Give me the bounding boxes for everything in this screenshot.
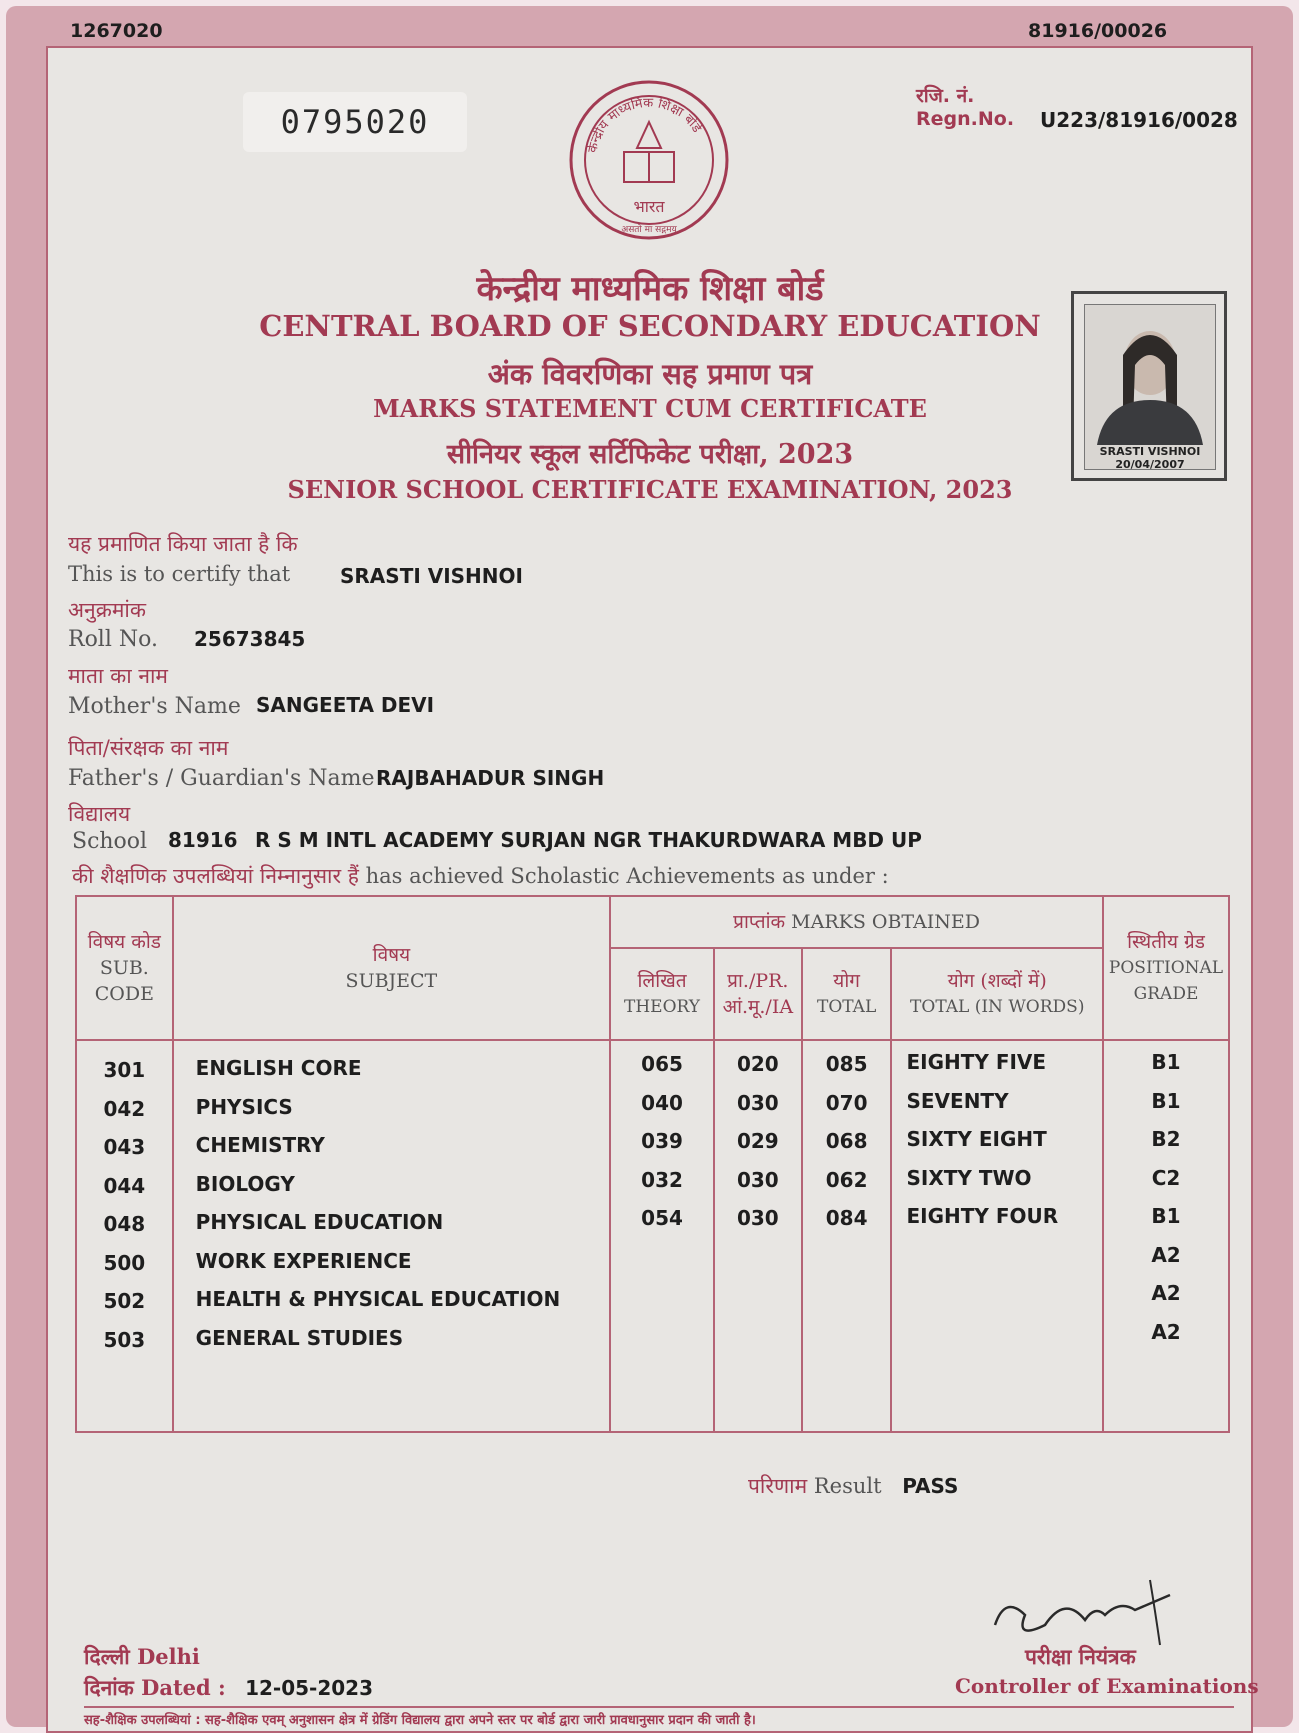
emblem-ring-text: केन्द्रीय माध्यमिक शिक्षा बोर्ड bbox=[585, 95, 705, 155]
controller-title-en: Controller of Examinations bbox=[955, 1674, 1259, 1698]
result-label-hi: परिणाम bbox=[748, 1474, 808, 1498]
subject-code: 042 bbox=[103, 1096, 146, 1121]
total-marks: 062 bbox=[825, 1167, 868, 1192]
issue-date: 12-05-2023 bbox=[245, 1676, 374, 1700]
cbse-emblem bbox=[566, 70, 732, 250]
regn-number: U223/81916/0028 bbox=[1040, 108, 1238, 132]
controller-signature bbox=[985, 1565, 1185, 1655]
result-line bbox=[748, 1472, 958, 1500]
regn-label-hi: रजि. नं. bbox=[916, 85, 975, 107]
positional-grade: A2 bbox=[1151, 1281, 1181, 1305]
total-in-words: SIXTY EIGHT bbox=[906, 1127, 1047, 1151]
school-label-en: School bbox=[72, 829, 148, 854]
col-header-practical-en: आं.मू./IA bbox=[722, 996, 794, 1018]
subject-name: PHYSICAL EDUCATION bbox=[195, 1210, 444, 1234]
subject-name: WORK EXPERIENCE bbox=[195, 1248, 412, 1273]
achieved-label-hi: की शैक्षणिक उपलब्धियां निम्नानुसार हैं bbox=[72, 864, 359, 888]
subject-code: 048 bbox=[103, 1212, 146, 1236]
total-marks: 068 bbox=[825, 1129, 868, 1153]
top-right-number: 81916/00026 bbox=[1028, 20, 1168, 42]
theory-marks: 032 bbox=[641, 1167, 683, 1192]
total-in-words: EIGHTY FOUR bbox=[906, 1204, 1059, 1228]
statement-title-en: MARKS STATEMENT CUM CERTIFICATE bbox=[373, 394, 927, 423]
achieved-label-en: has achieved Scholastic Achievements as under : bbox=[365, 864, 889, 888]
student-portrait bbox=[1085, 305, 1215, 445]
place-line bbox=[84, 1643, 200, 1671]
place-hi: दिल्ली bbox=[84, 1644, 130, 1669]
roll-label-en: Roll No. bbox=[68, 627, 158, 652]
col-header-theory-hi: लिखित bbox=[637, 970, 687, 992]
subject-code: 500 bbox=[103, 1250, 146, 1275]
marks-table bbox=[75, 895, 1230, 1434]
roll-number: 25673845 bbox=[194, 627, 306, 651]
total-in-words: SEVENTY bbox=[906, 1088, 1009, 1113]
result-value: PASS bbox=[902, 1474, 959, 1498]
mother-name: SANGEETA DEVI bbox=[256, 693, 435, 717]
practical-column bbox=[714, 1040, 802, 1432]
col-header-code-en2: CODE bbox=[94, 983, 154, 1005]
subject-code: 502 bbox=[103, 1289, 146, 1313]
theory-marks: 039 bbox=[641, 1129, 683, 1153]
practical-marks: 030 bbox=[736, 1206, 779, 1230]
col-header-subject-hi: विषय bbox=[372, 944, 411, 966]
father-label-hi: पिता/संरक्षक का नाम bbox=[68, 736, 229, 760]
school-code: 81916 bbox=[168, 828, 238, 852]
subject-name: GENERAL STUDIES bbox=[195, 1325, 404, 1350]
practical-marks: 030 bbox=[736, 1090, 779, 1115]
subject-name: HEALTH & PHYSICAL EDUCATION bbox=[195, 1287, 561, 1311]
mother-label-hi: माता का नाम bbox=[68, 664, 168, 688]
col-header-practical-hi: प्रा./PR. bbox=[727, 970, 789, 992]
col-header-total-en: TOTAL bbox=[816, 997, 877, 1017]
mother-label-en: Mother's Name bbox=[68, 694, 241, 719]
col-header-code-en1: SUB. bbox=[99, 957, 149, 979]
col-header-grade-en1: POSITIONAL bbox=[1108, 958, 1224, 978]
grade-column bbox=[1103, 1040, 1229, 1432]
dated-en: Dated : bbox=[141, 1675, 226, 1700]
controller-title-hi: परीक्षा नियंत्रक bbox=[1025, 1644, 1136, 1669]
positional-grade: B1 bbox=[1151, 1088, 1181, 1113]
result-label-en: Result bbox=[813, 1474, 882, 1498]
col-header-grade bbox=[1103, 896, 1229, 1040]
col-header-words-hi: योग (शब्दों में) bbox=[947, 970, 1047, 992]
positional-grade: B1 bbox=[1151, 1050, 1181, 1074]
photo-caption-dob: 20/04/2007 bbox=[1115, 458, 1185, 470]
serial-number: 0795020 bbox=[243, 92, 467, 152]
father-label-en: Father's / Guardian's Name bbox=[68, 766, 375, 791]
statement-title-hi: अंक विवरणिका सह प्रमाण पत्र bbox=[487, 357, 813, 391]
regn-label-en: Regn.No. bbox=[916, 108, 1015, 130]
top-left-number: 1267020 bbox=[70, 20, 163, 42]
positional-grade: A2 bbox=[1151, 1319, 1181, 1344]
col-header-subject bbox=[173, 896, 611, 1040]
col-header-practical bbox=[714, 948, 802, 1040]
total-marks: 085 bbox=[825, 1052, 868, 1076]
col-header-words bbox=[891, 948, 1103, 1040]
practical-marks: 030 bbox=[736, 1167, 779, 1192]
col-header-grade-hi: स्थितीय ग्रेड bbox=[1127, 931, 1205, 953]
subject-name: CHEMISTRY bbox=[195, 1133, 325, 1157]
practical-marks: 020 bbox=[736, 1052, 779, 1076]
place-en: Delhi bbox=[137, 1644, 200, 1669]
positional-grade: B2 bbox=[1151, 1127, 1181, 1151]
theory-marks: 040 bbox=[641, 1090, 683, 1115]
dated-hi: दिनांक bbox=[84, 1675, 134, 1700]
col-header-code bbox=[76, 896, 173, 1040]
subject-code: 044 bbox=[103, 1173, 146, 1198]
certify-label-hi: यह प्रमाणित किया जाता है कि bbox=[68, 532, 298, 556]
col-header-marks-hi: प्राप्तांक bbox=[733, 911, 786, 933]
theory-column bbox=[610, 1040, 714, 1432]
subject-name: PHYSICS bbox=[195, 1094, 293, 1119]
total-marks: 070 bbox=[825, 1090, 868, 1115]
student-photo bbox=[1071, 291, 1227, 481]
subject-code: 503 bbox=[103, 1327, 146, 1352]
exam-title-en: SENIOR SCHOOL CERTIFICATE EXAMINATION, 2023 bbox=[287, 475, 1013, 504]
roll-label-hi: अनुक्रमांक bbox=[68, 598, 146, 622]
positional-grade: C2 bbox=[1151, 1165, 1181, 1190]
col-header-words-en: TOTAL (IN WORDS) bbox=[910, 997, 1085, 1017]
board-title-en: CENTRAL BOARD OF SECONDARY EDUCATION bbox=[259, 309, 1041, 343]
col-header-total bbox=[802, 948, 892, 1040]
theory-marks: 065 bbox=[641, 1052, 683, 1076]
total-in-words: EIGHTY FIVE bbox=[906, 1050, 1047, 1074]
col-header-code-hi: विषय कोड bbox=[87, 931, 161, 953]
subject-column bbox=[173, 1040, 611, 1432]
col-header-grade-en2: GRADE bbox=[1133, 984, 1199, 1004]
board-title-hi: केन्द्रीय माध्यमिक शिक्षा बोर्ड bbox=[476, 269, 824, 309]
footer-divider bbox=[84, 1706, 1234, 1708]
student-name: SRASTI VISHNOI bbox=[340, 564, 523, 588]
emblem-motto: असतो मा सद्गमय bbox=[621, 225, 677, 235]
exam-title-hi: सीनियर स्कूल सर्टिफिकेट परीक्षा, 2023 bbox=[446, 439, 854, 470]
father-name: RAJBAHADUR SINGH bbox=[376, 766, 605, 790]
school-label-hi: विद्यालय bbox=[68, 802, 131, 826]
words-column bbox=[891, 1040, 1103, 1432]
subject-name: BIOLOGY bbox=[195, 1171, 295, 1196]
col-header-marks bbox=[610, 896, 1103, 948]
total-in-words: SIXTY TWO bbox=[906, 1165, 1032, 1190]
footer-note: सह-शैक्षिक उपलब्धियां : सह-शैक्षिक एवम् अनुशासन क्षेत्र में ग्रेडिंग विद्यालय द्वारा अपने स्तर पर बोर्ड द्वारा जारी प्रावधानुसार प्रदान की जाती है। bbox=[84, 1713, 756, 1728]
col-header-theory-en: THEORY bbox=[624, 997, 701, 1017]
total-column bbox=[802, 1040, 892, 1432]
practical-marks: 029 bbox=[736, 1129, 779, 1153]
photo-caption-name: SRASTI VISHNOI bbox=[1099, 445, 1201, 458]
school-name: R S M INTL ACADEMY SURJAN NGR THAKURDWARA MBD UP bbox=[255, 828, 922, 852]
col-header-theory bbox=[610, 948, 714, 1040]
certify-label-en: This is to certify that bbox=[68, 562, 291, 586]
svg-text:केन्द्रीय माध्यमिक शिक्षा बोर् bbox=[584, 95, 705, 154]
positional-grade: B1 bbox=[1151, 1204, 1181, 1228]
emblem-bottom-text: भारत bbox=[633, 197, 665, 216]
achievements-line bbox=[72, 862, 889, 890]
positional-grade: A2 bbox=[1151, 1242, 1181, 1267]
col-header-subject-en: SUBJECT bbox=[345, 970, 438, 992]
col-header-total-hi: योग bbox=[833, 970, 860, 992]
col-header-marks-en: MARKS OBTAINED bbox=[791, 911, 981, 933]
dated-line bbox=[84, 1674, 373, 1702]
theory-marks: 054 bbox=[641, 1206, 683, 1230]
total-marks: 084 bbox=[825, 1206, 868, 1230]
subject-name: ENGLISH CORE bbox=[195, 1056, 362, 1080]
code-column bbox=[76, 1040, 173, 1432]
subject-code: 043 bbox=[103, 1135, 146, 1159]
subject-code: 301 bbox=[103, 1058, 146, 1082]
